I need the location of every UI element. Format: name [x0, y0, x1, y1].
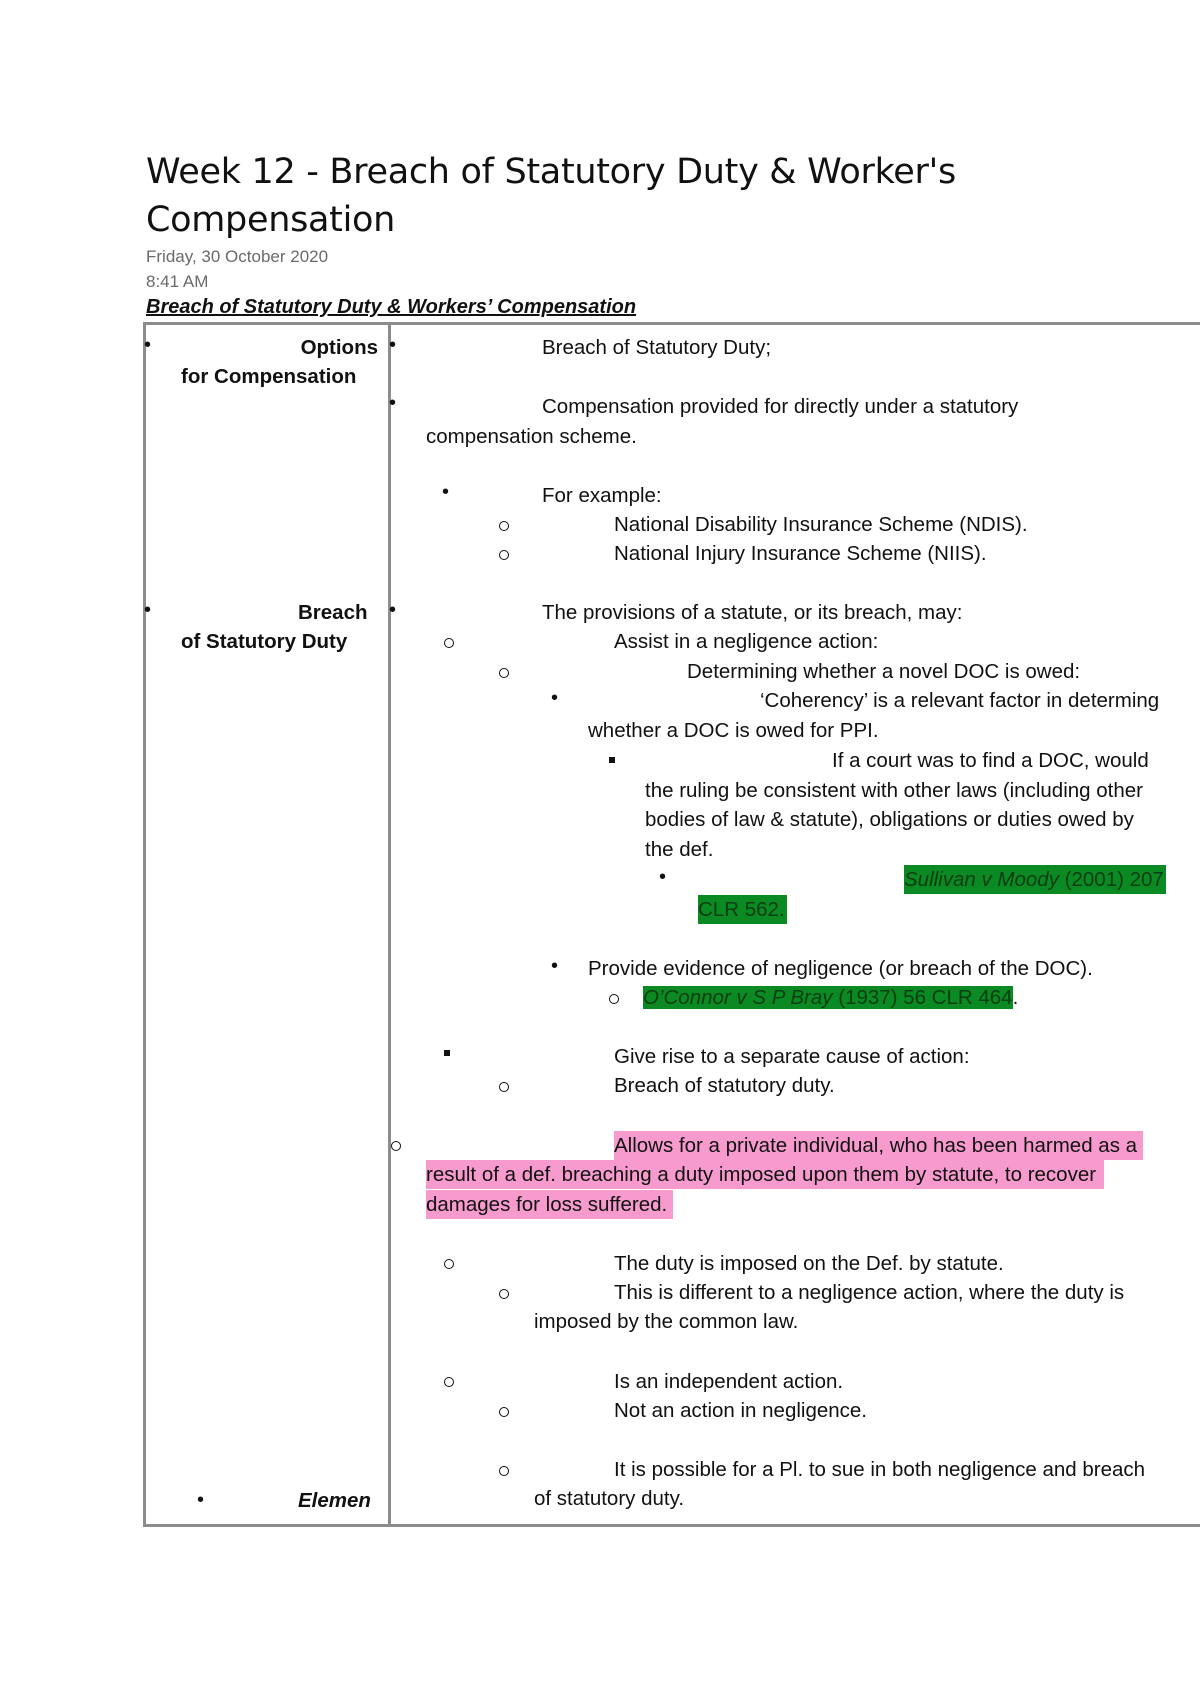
highlighted-definition-cont: result of a def. breaching a duty imposed upon them by statute, to recover	[426, 1160, 1104, 1189]
content-line: Provide evidence of negligence (or breach of the DOC).	[588, 957, 1093, 980]
circle-bullet-icon	[444, 638, 454, 648]
circle-bullet-icon	[499, 550, 509, 560]
circle-bullet-icon	[444, 1259, 454, 1269]
circle-bullet-icon	[499, 1466, 509, 1476]
table-column-divider[interactable]	[388, 322, 391, 1527]
content-line: Compensation provided for directly under a statutory	[542, 395, 1019, 418]
bullet-icon: •	[659, 866, 667, 888]
content-line: Breach of Statutory Duty;	[542, 336, 772, 359]
left-label-options-cont: for Compensation	[181, 365, 357, 388]
content-line: compensation scheme.	[426, 425, 637, 448]
left-label-options: Options	[300, 336, 378, 359]
content-line: For example:	[542, 484, 662, 507]
square-bullet-icon	[444, 1050, 450, 1056]
note-time: 8:41 AM	[146, 272, 209, 291]
content-line: The provisions of a statute, or its breach, may:	[542, 601, 963, 624]
case-citation: (1937) 56 CLR 464	[832, 986, 1013, 1009]
content-line: The duty is imposed on the Def. by statute.	[614, 1252, 1004, 1275]
highlighted-definition: Allows for a private individual, who has been harmed as a	[614, 1131, 1143, 1160]
content-line: Not an action in negligence.	[614, 1399, 868, 1422]
highlighted-definition-end: damages for loss suffered.	[426, 1190, 673, 1219]
bullet-icon: •	[551, 955, 559, 977]
content-line: bodies of law & statute), obligations or duties owed by	[645, 808, 1134, 831]
title-line-2: Compensation	[146, 200, 396, 240]
circle-bullet-icon	[499, 1407, 509, 1417]
case-citation-sullivan-cont: CLR 562.	[698, 895, 787, 924]
case-name: Sullivan v Moody	[904, 868, 1059, 891]
circle-bullet-icon	[499, 521, 509, 531]
table-border-left	[143, 322, 146, 1527]
content-line: Assist in a negligence action:	[614, 630, 879, 653]
bullet-icon: •	[144, 599, 152, 621]
content-line: If a court was to find a DOC, would	[832, 749, 1149, 772]
bullet-icon: •	[389, 334, 397, 356]
content-line: National Disability Insurance Scheme (NDIS).	[614, 513, 1028, 536]
page-title	[146, 148, 1046, 244]
table-border-top	[143, 322, 1200, 325]
square-bullet-icon	[609, 757, 615, 763]
bullet-icon: •	[389, 392, 397, 414]
circle-bullet-icon	[499, 668, 509, 678]
bullet-icon: •	[197, 1489, 205, 1511]
content-line: National Injury Insurance Scheme (NIIS).	[614, 542, 987, 565]
left-label-breach-cont: of Statutory Duty	[181, 630, 348, 653]
content-line: This is different to a negligence action, where the duty is	[614, 1281, 1125, 1304]
case-name: O’Connor v S P Bray	[643, 986, 833, 1009]
content-line: Determining whether a novel DOC is owed:	[687, 660, 1081, 683]
bullet-icon: •	[144, 334, 152, 356]
title-line-1: Week 12 - Breach of Statutory Duty & Worker's	[146, 152, 956, 192]
section-subheading: Breach of Statutory Duty & Workers’ Compensation	[146, 296, 637, 318]
case-citation: (2001) 207	[1058, 868, 1164, 891]
bullet-icon: •	[551, 687, 559, 709]
content-line: Give rise to a separate cause of action:	[614, 1045, 970, 1068]
circle-bullet-icon	[444, 1377, 454, 1387]
left-label-elements: Elemen	[298, 1489, 371, 1512]
case-period: .	[1012, 986, 1019, 1009]
table-border-bottom	[143, 1524, 1200, 1527]
case-citation-oconnor	[643, 983, 1018, 1012]
content-line: of statutory duty.	[534, 1487, 685, 1510]
bullet-icon: •	[389, 599, 397, 621]
bullet-icon: •	[442, 481, 450, 503]
left-label-breach: Breach	[298, 601, 368, 624]
content-line: ‘Coherency’ is a relevant factor in determing	[760, 689, 1160, 712]
case-highlight	[643, 986, 1013, 1009]
case-citation-sullivan	[904, 865, 1166, 894]
circle-bullet-icon	[499, 1289, 509, 1299]
content-line: the ruling be consistent with other laws (including other	[645, 779, 1143, 802]
content-line: Breach of statutory duty.	[614, 1074, 835, 1097]
circle-bullet-icon	[391, 1141, 401, 1151]
circle-bullet-icon	[609, 994, 619, 1004]
note-date: Friday, 30 October 2020	[146, 247, 329, 266]
circle-bullet-icon	[499, 1082, 509, 1092]
content-line: the def.	[645, 838, 714, 861]
content-line: Is an independent action.	[614, 1370, 844, 1393]
content-line: imposed by the common law.	[534, 1310, 799, 1333]
content-line: It is possible for a Pl. to sue in both negligence and breach	[614, 1458, 1146, 1481]
content-line: whether a DOC is owed for PPI.	[588, 719, 879, 742]
